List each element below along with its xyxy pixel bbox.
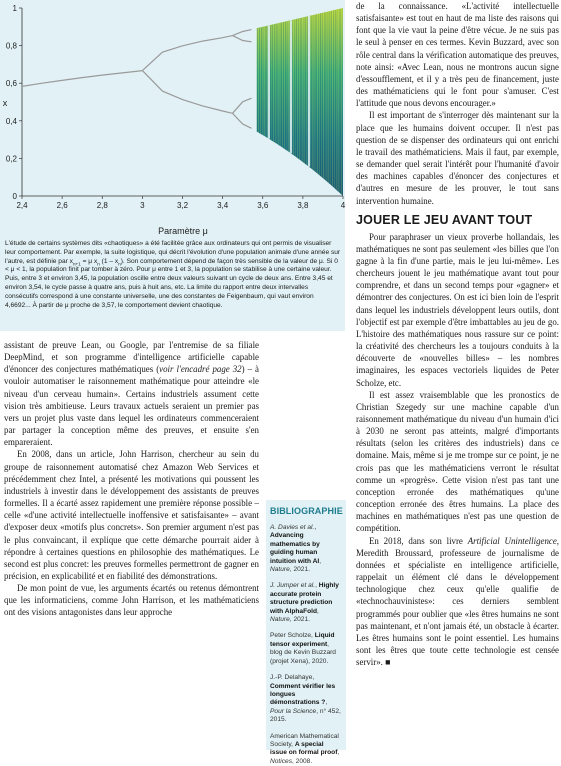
bifurcation-branch (233, 30, 252, 36)
x-tick-label: 3,6 (257, 201, 269, 210)
x-tick-label: 3,2 (176, 201, 189, 210)
figure-panel (0, 0, 345, 331)
x-axis-label: Paramètre μ (158, 226, 208, 236)
article-column-left (4, 339, 259, 750)
y-tick-label: 0,4 (5, 116, 17, 126)
bibliography-entry: J.-P. Delahaye, Comment vérifier les longues démonstrations ?, Pour la Science, n° 452, 2015. (270, 674, 341, 724)
article-column-right (356, 0, 559, 750)
paragraph: assistant de preuve Lean, ou Google, par l'entremise de sa filiale DeepMind, et son programme d'intelligence artificielle capable d'énoncer des conjectures mathématiques (voir l'encadré page 32) – à vouloir automatiser le raisonnement mathématique pour atteindre «le niveau d'un cerveau humain». Certains industriels assument cette vision très ambitieuse. Leurs travaux actuels seraient un premier pas vers un projet plus vaste dans lequel les ordinateurs commenceraient par partager la conception même des preuves, et ensuite s'en empareraient. (4, 340, 259, 448)
bibliography-entry: American Mathematical Society, A special issue on formal proof, Notices, 2008. (270, 732, 340, 765)
x-tick-label: 4 (340, 201, 346, 210)
bibliography-title: BIBLIOGRAPHIE (270, 506, 343, 516)
bifurcation-branch (142, 71, 232, 114)
x-tick-label: 2,8 (96, 201, 108, 210)
bibliography-box (266, 500, 346, 765)
paragraph: De mon point de vue, les arguments écartés ou retenus démontrent que les informaticiens, comme John Harrison, et les mathématiciens ont des visions antagonistes dans leur approche (4, 583, 259, 618)
section-heading: JOUER LE JEU AVANT TOUT (356, 212, 533, 227)
end-mark: ■ (385, 657, 391, 668)
bifurcation-branch (233, 36, 252, 42)
bifurcation-branch (142, 36, 232, 71)
periodic-window (268, 25, 270, 138)
y-tick-label: 0,8 (5, 41, 17, 51)
x-tick-label: 3,8 (297, 201, 309, 210)
paragraph: En 2008, dans un article, John Harrison, chercheur au sein du groupe de raisonnement automatisé chez Amazon Web Services et précédemment chez Intel, a présenté les motivations qui poussent les industriels à investir dans le développement des assistants de preuves formelles. Il a écarté assez rapidement une première réponse possible – celle «d'une activité intellectuelle inoffensive et satisfaisante» – avant d'exposer deux «motifs plus concrets». Son premier argument n'est pas le plus convaincant, il explique que cette démarche pourrait aider à répondre à certaines questions en philosophie des mathématiques. Le second est plus concret: les preuves formelles permettront de gagner en précision, en explicabilité et en fiabilité des démonstrations. (4, 449, 259, 581)
paragraph: Pour paraphraser un vieux proverbe hollandais, les mathématiques ne sont pas seulement «les billes que l'on gagne à la fin d'une partie, mais le jeu lui-même». Les chercheurs jouent le jeu mathématique avant tout pour comprendre, et dans un second temps pour «gagner» et démontrer des conjectures. On est ici bien loin de l'esprit dans lequel les industriels développent leurs outils, dont l'objectif est par exemple d'être imbattables au jeu de go. L'histoire des mathématiques nous rassure sur ce point: la créativité des chercheurs les a toujours conduits à la découverte de «nouvelles billes» – les nombres imaginaires, les espaces vectoriels liquides de Peter Scholze, etc. (356, 231, 559, 388)
x-tick-label: 2,4 (16, 201, 28, 210)
periodic-window (290, 20, 292, 153)
bibliography-entry: J. Jumper et al., Highly accurate protein structure prediction with AlphaFold, Nature, 2021. (270, 582, 339, 624)
figure-caption: L'étude de certains systèmes dits «chaotiques» a été facilitée grâce aux ordinateurs qui ont permis de visualiser leur comportement. Par exemple, la suite logistique, qui décrit l'évolution d'une population animale d'une année sur l'autre, est définie par $x_{n+1} = \mu$ $x_n$ $(1 - x_n)$. Son comportement dépend de façon très sensible de la valeur de μ. Si 0 < μ < 1, la population finit par tomber à zéro. Pour μ entre 1 et 3, la population se stabilise à une certaine valeur. Puis, entre 3 et environ 3,45, la population oscille entre deux valeurs suivant un cycle de deux ans. Entre 3,45 et environ 3,54, le cycle passe à quatre ans, puis à huit ans, etc. La limite du rapport entre deux intervalles consécutifs correspond à une constante universelle, une des constantes de Feigenbaum, qui vaut environ 4,6692... À partir de μ proche de 3,57, le comportement devient chaotique. (5, 240, 341, 309)
bifurcation-branch (233, 98, 252, 113)
chaos-region (257, 8, 343, 196)
y-tick-label: 0,2 (5, 154, 17, 164)
book-title: Artificial Unintelligence (467, 535, 557, 546)
bifurcation-branch (22, 71, 142, 87)
paragraph: Il est assez vraisemblable que les pronostics de Christian Szegedy sur une machine capable d'un raisonnement mathématique du niveau d'un humain d'ici à 2030 ne seront pas atteints, malgré d'importants résultats (selon les critères des industriels) dans ce domaine. Mais, même si je me trompe sur ce point, je ne crois pas que les mathématiciens verront le résultat comme un «progrès». Cette vision n'est pas tant une conception erronée des mathématiques qu'une conception erronée des êtres humains. La place des machines en mathématiques n'est pas une question de compétition. (356, 389, 559, 534)
x-tick-label: 2,6 (56, 201, 68, 210)
bifurcation-chart (0, 0, 345, 240)
paragraph: de la connaissance. «L'activité intellectuelle satisfaisante» est tout en haut de ma liste des raisons qui font que la vie vaut la peine d'être vécue. Je ne suis pas le seul à penser en ces termes. Kevin Buzzard, avec son rôle central dans la vérification automatique des preuves, note ainsi: «Avec Lean, nous ne montrons aucun signe d'essoufflement, et il y a très peu de financement, juste des mathématiciens qui le font pour s'amuser. C'est l'attitude que nous devons encourager.» (356, 1, 559, 109)
y-tick-label: 0 (12, 192, 17, 201)
paragraph: Il est important de s'interroger dès maintenant sur la place que les humains doivent occuper. Il n'est pas question de se dispenser des ordinateurs qui ont enrichi le travail des mathématiciens. Mais il faut, par exemple, se demander quel serait l'intérêt pour l'humanité d'avoir des machines capables d'énoncer des conjectures et d'autres en mesure de les prouver, le tout sans intervention humaine. (356, 110, 559, 206)
bibliography-entry: Peter Scholze, Liquid tensor experiment, blog de Kevin Buzzard (projet Xena), 2020. (270, 632, 336, 665)
y-axis-label: x (2, 98, 8, 108)
x-tick-label: 3 (140, 201, 145, 210)
bifurcation-branch (233, 113, 252, 128)
page-reference: voir l'encadré page 32 (159, 364, 242, 375)
periodic-window (308, 16, 310, 167)
y-tick-label: 0,6 (5, 79, 17, 89)
x-tick-label: 3,4 (217, 201, 229, 210)
bibliography-entry: A. Davies et al., Advancing mathematics by guiding human intuition with AI, Nature, 2021. (270, 524, 322, 574)
y-tick-label: 1 (12, 4, 17, 13)
paragraph: En 2018, dans son livre Artificial Unintelligence, Meredith Broussard, professeure de journalisme de données et spécialiste en intelligence artificielle, rappelait un élément clé dans le développement technologique chez ceux qu'elle qualifie de «technochauvinistes»: ces derniers semblent programmés pour oublier que «les êtres humains ne sont pas maintenant, et n'ont jamais été, un obstacle à écarter. Les êtres humains sont le point essentiel. Les humains sont les êtres que toute cette technologie est censée servir». ■ (356, 535, 559, 668)
bifurcation-branches (22, 30, 252, 129)
